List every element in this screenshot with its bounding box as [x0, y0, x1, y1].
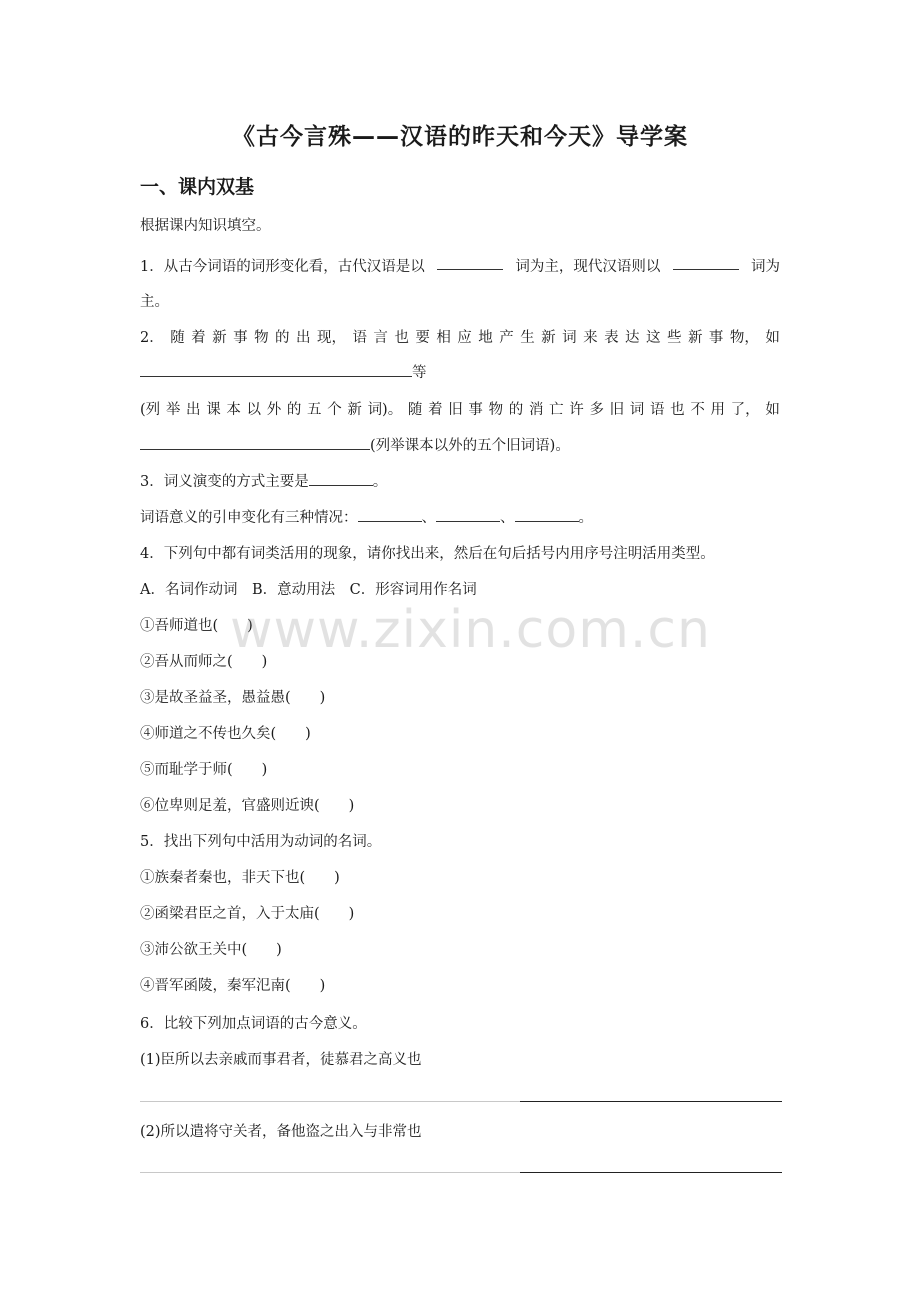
- justified-char: 着: [428, 402, 443, 418]
- justified-char: 言: [373, 330, 388, 346]
- justified-char: 也: [394, 330, 409, 346]
- question-1-line-1: [140, 255, 780, 276]
- q2-line2-tail: 等: [412, 365, 427, 381]
- q2-blank-new-words[interactable]: [140, 362, 412, 377]
- q5-item-3: ③沛公欲王关中( ): [140, 942, 282, 958]
- q6-item-1: (1)臣所以去亲戚而事君者，徒慕君之高义也: [140, 1052, 422, 1068]
- justified-char: 事: [708, 330, 724, 346]
- justified-char: 出: [296, 330, 311, 346]
- justified-char: 五: [307, 402, 322, 418]
- justified-char: 表: [604, 330, 619, 346]
- justified-char: 事: [233, 330, 248, 346]
- justified-char: 达: [625, 330, 640, 346]
- justified-char: 新: [541, 330, 556, 346]
- q1-text-b: 词为主，现代汉语则以: [515, 259, 661, 275]
- justified-char: 外: [266, 402, 282, 418]
- justified-char: (列: [140, 402, 161, 418]
- q2-blank-old-words[interactable]: [140, 435, 370, 450]
- justified-char: 多: [589, 402, 604, 418]
- justified-char: 用: [710, 402, 725, 418]
- justified-char: 着: [191, 330, 206, 346]
- q3-blank-2[interactable]: [358, 507, 422, 522]
- q3-blank-4[interactable]: [515, 507, 579, 522]
- q5-item-4: ④晋军函陵，秦军氾南( ): [140, 978, 326, 994]
- justified-char: 产: [499, 330, 514, 346]
- justified-char: 应: [457, 330, 472, 346]
- section-heading: 一、课内双基: [140, 176, 255, 198]
- question-4-prompt: 4．下列句中都有词类活用的现象，请你找出来，然后在句后括号内用序号注明活用类型。: [140, 546, 715, 562]
- justified-char: 了，: [730, 402, 760, 418]
- justified-char: 语: [352, 330, 367, 346]
- question-1-line-2: 主。: [140, 294, 169, 310]
- q4-item-6: ⑥位卑则足羞，官盛则近谀( ): [140, 798, 355, 814]
- q3-comma-2: 、: [500, 510, 515, 526]
- justified-char: 旧: [609, 402, 625, 418]
- justified-char: 以: [246, 402, 262, 418]
- justified-char: 的: [275, 330, 290, 346]
- justified-char: 些: [666, 330, 682, 346]
- justified-char: 语: [649, 402, 665, 418]
- q3-text-a: 3．词义演变的方式主要是: [140, 474, 309, 490]
- justified-char: 如: [765, 330, 780, 346]
- question-6-prompt: 6．比较下列加点词语的古今意义。: [140, 1016, 367, 1032]
- q4-item-4: ④师道之不传也久矣( ): [140, 726, 311, 742]
- justified-char: 随: [407, 402, 423, 418]
- justified-char: 现，: [316, 330, 346, 346]
- justified-char: 这: [646, 330, 661, 346]
- q3-period: 。: [578, 510, 593, 526]
- justified-char: 也: [670, 402, 685, 418]
- q3-blank-1[interactable]: [309, 471, 373, 486]
- site-watermark: www.zixin.com.cn: [230, 600, 711, 660]
- justified-char: 物: [254, 330, 269, 346]
- justified-char: 物: [488, 402, 504, 418]
- justified-char: 不: [690, 402, 705, 418]
- question-4-options: A．名词作动词 B．意动用法 C．形容词用作名词: [140, 582, 477, 598]
- justified-char: 词)。: [367, 402, 403, 418]
- q5-item-2: ②函梁君臣之首，入于太庙( ): [140, 906, 355, 922]
- q3-text-c: 词语意义的引申变化有三种情况：: [140, 510, 358, 526]
- q1-blank-1[interactable]: [437, 255, 503, 270]
- q1-blank-2[interactable]: [673, 255, 739, 270]
- justified-char: 事: [468, 402, 483, 418]
- question-2-line-2: [140, 361, 427, 382]
- justified-char: 如: [765, 402, 780, 418]
- justified-char: 本: [226, 402, 241, 418]
- question-2-line-4: [140, 434, 570, 455]
- justified-char: 新: [212, 330, 227, 346]
- q3-comma-1: 、: [421, 510, 436, 526]
- justified-char: 的: [286, 402, 302, 418]
- question-5-prompt: 5．找出下列句中活用为动词的名词。: [140, 834, 382, 850]
- justified-char: 旧: [448, 402, 463, 418]
- page-title: 《古今言殊——汉语的昨天和今天》导学案: [232, 124, 688, 150]
- justified-char: 举: [165, 402, 181, 418]
- justified-char: 新: [347, 402, 362, 418]
- q4-item-5: ⑤而耻学于师( ): [140, 762, 268, 778]
- q6-answer-line-1[interactable]: [140, 1101, 782, 1102]
- justified-char: 词: [629, 402, 645, 418]
- justified-char: 新: [687, 330, 703, 346]
- justified-char: 要: [415, 330, 430, 346]
- justified-char: 出: [186, 402, 201, 418]
- q4-item-2: ②吾从而师之( ): [140, 654, 268, 670]
- justified-char: 2．: [140, 330, 164, 346]
- q6-answer-line-2[interactable]: [140, 1172, 782, 1173]
- q1-text-c: 词为: [750, 259, 780, 275]
- justified-char: 许: [569, 402, 584, 418]
- justified-char: 课: [206, 402, 221, 418]
- q3-blank-3[interactable]: [436, 507, 500, 522]
- question-3-line-2: [140, 506, 593, 527]
- justified-char: 来: [583, 330, 598, 346]
- q2-line4-tail: (列举课本以外的五个旧词语)。: [370, 438, 570, 454]
- justified-char: 物，: [729, 330, 759, 346]
- justified-char: 词: [562, 330, 577, 346]
- justified-char: 个: [327, 402, 342, 418]
- justified-char: 亡: [549, 402, 564, 418]
- q1-text-a: 1．从古今词语的词形变化看，古代汉语是以: [140, 259, 425, 275]
- q6-item-2: (2)所以遣将守关者，备他盗之出入与非常也: [140, 1124, 422, 1140]
- q5-item-1: ①族秦者秦也，非天下也( ): [140, 870, 340, 886]
- q4-item-1: ①吾师道也( ): [140, 618, 253, 634]
- justified-char: 地: [478, 330, 493, 346]
- intro-text: 根据课内知识填空。: [140, 218, 271, 234]
- q4-item-3: ③是故圣益圣，愚益愚( ): [140, 690, 326, 706]
- question-3-line-1: [140, 470, 387, 491]
- justified-char: 的: [508, 402, 524, 418]
- question-2-line-1: [140, 326, 780, 347]
- justified-char: 消: [528, 402, 544, 418]
- question-2-line-3: [140, 398, 780, 419]
- justified-char: 生: [520, 330, 535, 346]
- q3-text-b: 。: [372, 474, 388, 490]
- justified-char: 相: [436, 330, 451, 346]
- justified-char: 随: [170, 330, 185, 346]
